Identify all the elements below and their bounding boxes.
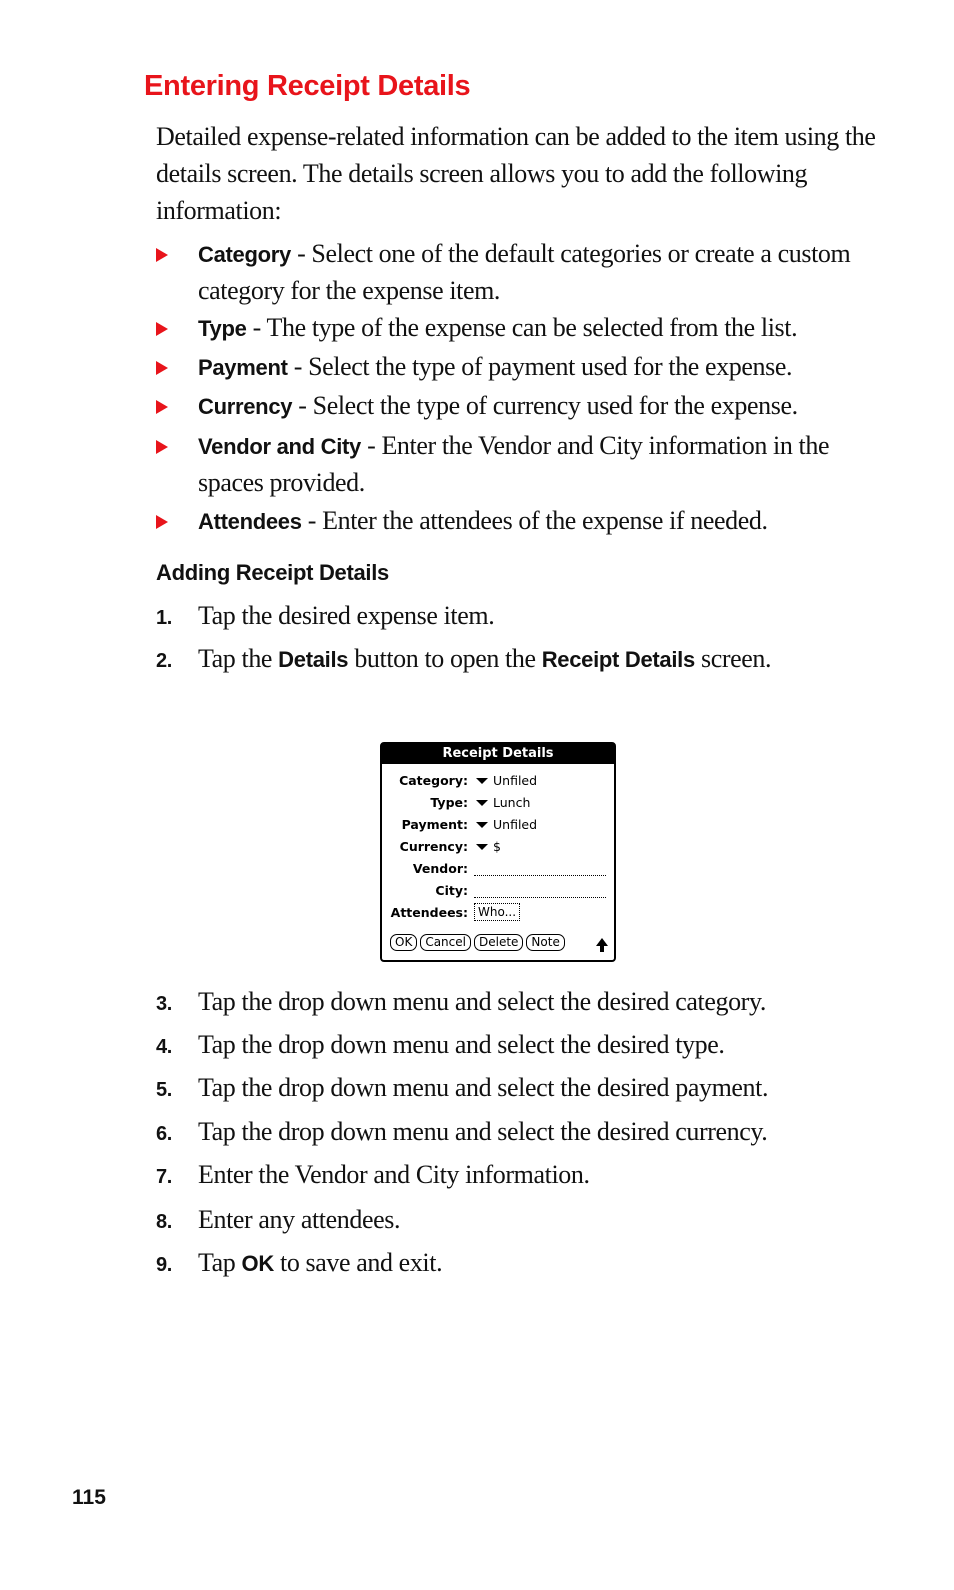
step-text: Tap the [198, 644, 279, 673]
step-3 [156, 984, 856, 1020]
palm-label: City: [435, 883, 468, 898]
step-2 [156, 641, 856, 678]
bullet-text: - Enter the Vendor and City information in the spaces provided. [198, 431, 830, 497]
step-text: Tap the drop down menu and select the desired category. [198, 987, 766, 1016]
bullet-payment [156, 349, 856, 386]
delete-button[interactable]: Delete [474, 934, 523, 951]
bullet-arrow-icon [156, 322, 168, 336]
step-text: Tap the drop down menu and select the desired payment. [198, 1073, 769, 1102]
step-text: screen. [694, 644, 772, 673]
who-button[interactable]: Who... [474, 903, 520, 921]
palm-label: Payment: [401, 817, 468, 832]
scroll-up-icon-stem [600, 946, 604, 952]
bullet-term: Type [198, 316, 247, 341]
step-number: 1. [156, 607, 172, 629]
step-text: to save and exit. [273, 1248, 443, 1277]
receipt-details-screenshot [380, 742, 616, 962]
step-text: Tap the drop down menu and select the desired type. [198, 1030, 725, 1059]
ok-button[interactable]: OK [390, 934, 417, 951]
bullet-category [156, 236, 856, 309]
palm-value[interactable]: Unfiled [493, 773, 538, 788]
step-8 [156, 1202, 856, 1238]
step-number: 2. [156, 650, 172, 672]
palm-label: Currency: [399, 839, 468, 854]
palm-label: Vendor: [412, 861, 468, 876]
step-1 [156, 598, 856, 634]
bullet-arrow-icon [156, 400, 168, 414]
scroll-up-icon[interactable] [596, 938, 608, 946]
note-button[interactable]: Note [526, 934, 564, 951]
palm-row-city [382, 883, 614, 905]
step-7 [156, 1157, 856, 1193]
palm-row-attendees [382, 905, 614, 927]
bullet-term: Attendees [198, 509, 302, 534]
bullet-term: Payment [198, 355, 288, 380]
step-number: 8. [156, 1211, 172, 1233]
step-number: 7. [156, 1166, 172, 1188]
bullet-text: - Select the type of currency used for the expense. [292, 391, 798, 420]
procedure-title: Adding Receipt Details [156, 560, 389, 585]
details-term: Details [278, 647, 349, 672]
dropdown-arrow-icon[interactable] [476, 822, 488, 828]
section-title: Entering Receipt Details [144, 70, 471, 102]
palm-value[interactable]: $ [493, 839, 501, 854]
bullet-term: Category [198, 242, 291, 267]
step-text: Tap [198, 1248, 242, 1277]
vendor-field[interactable] [474, 875, 606, 876]
step-number: 6. [156, 1123, 172, 1145]
step-number: 9. [156, 1254, 172, 1276]
palm-row-type [382, 795, 614, 817]
palm-value[interactable]: Lunch [493, 795, 531, 810]
step-number: 4. [156, 1036, 172, 1058]
step-4 [156, 1027, 856, 1063]
dropdown-arrow-icon[interactable] [476, 800, 488, 806]
dropdown-arrow-icon[interactable] [476, 778, 488, 784]
bullet-arrow-icon [156, 440, 168, 454]
palm-label: Attendees: [390, 905, 468, 920]
palm-row-vendor [382, 861, 614, 883]
bullet-term: Vendor and City [198, 434, 361, 459]
palm-label: Type: [430, 795, 468, 810]
bullet-vendor-city [156, 428, 856, 501]
step-number: 3. [156, 993, 172, 1015]
cancel-button[interactable]: Cancel [420, 934, 471, 951]
step-6 [156, 1114, 856, 1150]
bullet-currency [156, 388, 856, 425]
intro-paragraph: Detailed expense-related information can be added to the item using the details screen. The details screen allows you to add the following information: [156, 122, 876, 225]
ok-term: OK [241, 1251, 274, 1276]
step-5 [156, 1070, 856, 1106]
bullet-text: - Enter the attendees of the expense if needed. [301, 506, 768, 535]
palm-row-category [382, 773, 614, 795]
bullet-text: - Select the type of payment used for the expense. [287, 352, 793, 381]
bullet-arrow-icon [156, 515, 168, 529]
step-text: Tap the desired expense item. [198, 601, 495, 630]
bullet-arrow-icon [156, 248, 168, 262]
step-text: Enter any attendees. [198, 1205, 401, 1234]
palm-title: Receipt Details [382, 744, 614, 764]
palm-row-currency [382, 839, 614, 861]
step-number: 5. [156, 1079, 172, 1101]
bullet-attendees [156, 503, 856, 540]
bullet-text: - Select one of the default categories or create a custom category for the expense item. [198, 239, 851, 305]
bullet-term: Currency [198, 394, 293, 419]
page-number: 115 [72, 1486, 106, 1509]
city-field[interactable] [474, 897, 606, 898]
palm-row-payment [382, 817, 614, 839]
palm-button-bar [390, 934, 568, 951]
palm-value[interactable]: Unfiled [493, 817, 538, 832]
step-text: Enter the Vendor and City information. [198, 1160, 590, 1189]
step-text: button to open the [348, 644, 542, 673]
receipt-details-term: Receipt Details [541, 647, 695, 672]
bullet-arrow-icon [156, 361, 168, 375]
bullet-type [156, 310, 856, 347]
palm-label: Category: [399, 773, 468, 788]
step-text: Tap the drop down menu and select the desired currency. [198, 1117, 768, 1146]
step-9 [156, 1245, 856, 1282]
dropdown-arrow-icon[interactable] [476, 844, 488, 850]
bullet-text: - The type of the expense can be selected from the list. [246, 313, 798, 342]
